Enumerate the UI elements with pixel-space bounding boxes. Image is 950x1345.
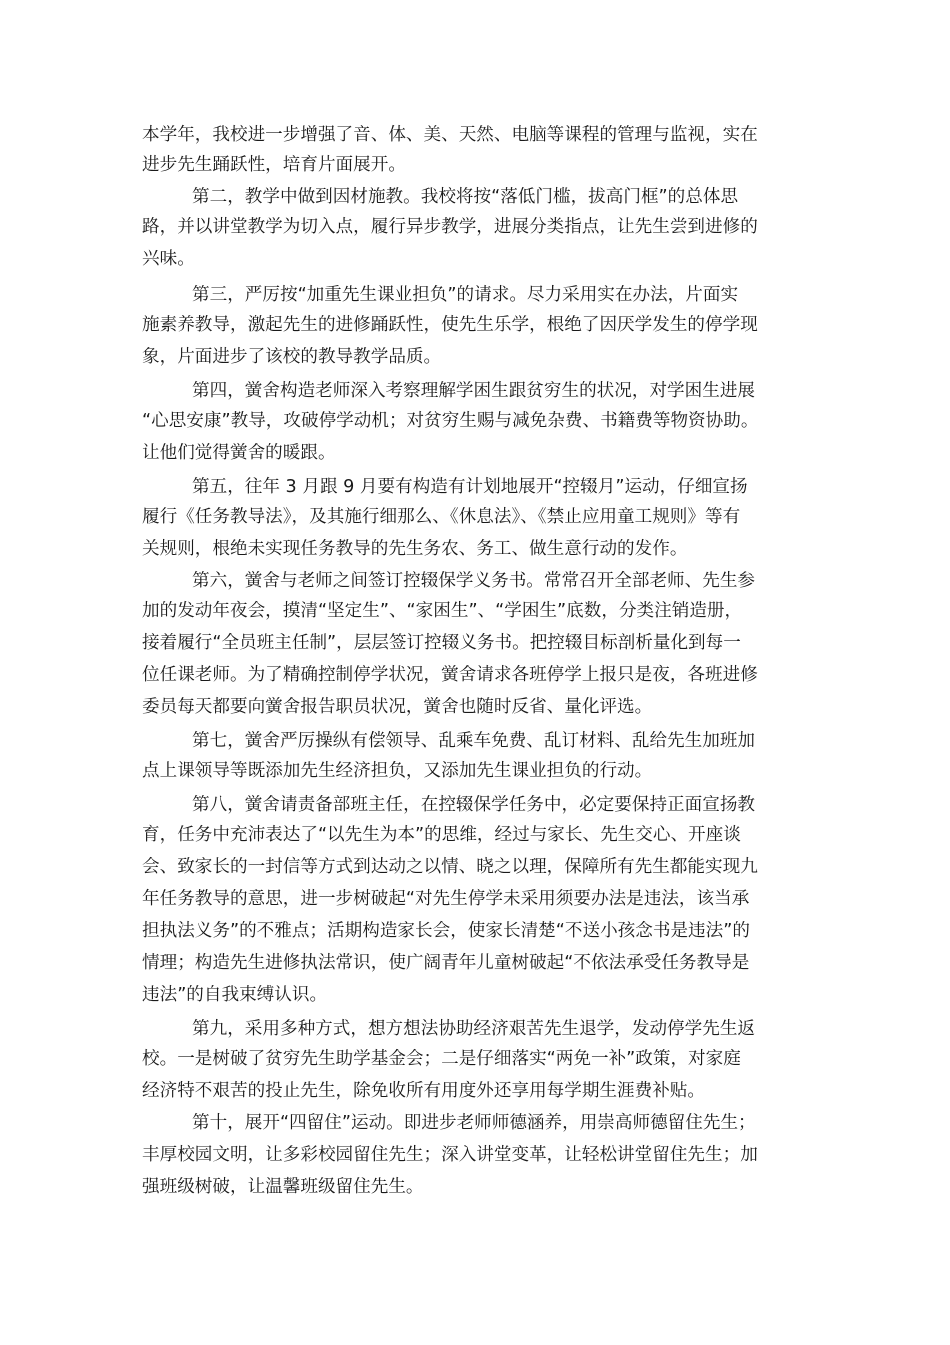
text-line: 担执法义务”的不雅点；活期构造家长会，使家长清楚“不送小孩念书是违法”的	[142, 921, 750, 941]
text-line: 第五，往年 3 月跟 9 月要有构造有计划地展开“控辍月”运动，仔细宣扬	[192, 477, 748, 497]
text-line: 第八，黉舍请责备部班主任，在控辍保学任务中，必定要保持正面宣扬教	[192, 795, 756, 815]
text-line: 丰厚校园文明，让多彩校园留住先生；深入讲堂变革，让轻松讲堂留住先生；加	[142, 1145, 758, 1165]
text-line: “心思安康”教导，攻破停学动机；对贫穷生赐与减免杂费、书籍费等物资协助。	[142, 411, 759, 431]
text-line: 强班级树破，让温馨班级留住先生。	[142, 1177, 424, 1197]
text-line: 加的发动年夜会，摸清“坚定生”、“家困生”、“学困生”底数，分类注销造册，	[142, 601, 743, 621]
text-line: 让他们觉得黉舍的暖跟。	[142, 443, 336, 463]
text-line: 校。一是树破了贫穷先生助学基金会；二是仔细落实“两免一补”政策，对家庭	[142, 1049, 741, 1069]
text-line: 第十，展开“四留住”运动。即进步老师师德涵养，用崇高师德留住先生；	[192, 1113, 756, 1133]
text-line: 第四，黉舍构造老师深入考察理解学困生跟贫穷生的状况，对学困生进展	[192, 381, 756, 401]
text-line: 进步先生踊跃性，培育片面展开。	[142, 155, 406, 175]
text-line: 第二，教学中做到因材施教。我校将按“落低门槛，拔高门框”的总体思	[192, 187, 739, 207]
text-line: 第七，黉舍严厉操纵有偿领导、乱乘车免费、乱订材料、乱给先生加班加	[192, 731, 756, 751]
text-line: 会、致家长的一封信等方式到达动之以情、晓之以理，保障所有先生都能实现九	[142, 857, 758, 877]
text-line: 育，任务中充沛表达了“以先生为本”的思维，经过与家长、先生交心、开座谈	[142, 825, 741, 845]
text-line: 关规则，根绝未实现任务教导的先生务农、务工、做生意行动的发作。	[142, 539, 688, 559]
text-line: 委员每天都要向黉舍报告职员状况，黉舍也随时反省、量化评选。	[142, 697, 653, 717]
text-line: 年任务教导的意思，进一步树破起“对先生停学未采用须要办法是违法，该当承	[142, 889, 750, 909]
text-line: 情理；构造先生进修执法常识，使广阔青年儿童树破起“不依法承受任务教导是	[142, 953, 750, 973]
text-line: 路，并以讲堂教学为切入点，履行异步教学，进展分类指点，让先生尝到进修的	[142, 217, 758, 237]
text-line: 第九，采用多种方式，想方想法协助经济艰苦先生退学，发动停学先生返	[192, 1019, 756, 1039]
text-line: 违法”的自我束缚认识。	[142, 985, 328, 1005]
text-line: 象，片面进步了该校的教导教学品质。	[142, 347, 442, 367]
text-line: 本学年，我校进一步增强了音、体、美、天然、电脑等课程的管理与监视，实在	[142, 125, 758, 145]
text-line: 第三，严厉按“加重先生课业担负”的请求。尽力采用实在办法，片面实	[192, 285, 739, 305]
text-line: 兴味。	[142, 249, 195, 269]
text-line: 履行《任务教导法》，及其施行细那么、《休息法》、《禁止应用童工规则》等有	[142, 507, 741, 527]
text-line: 施素养教导，激起先生的进修踊跃性，使先生乐学，根绝了因厌学发生的停学现	[142, 315, 758, 335]
text-line: 第六，黉舍与老师之间签订控辍保学义务书。常常召开全部老师、先生参	[192, 571, 756, 591]
text-line: 经济特不艰苦的投止先生，除免收所有用度外还享用每学期生涯费补贴。	[142, 1081, 706, 1101]
text-line: 点上课领导等既添加先生经济担负，又添加先生课业担负的行动。	[142, 761, 653, 781]
text-line: 接着履行“全员班主任制”，层层签订控辍义务书。把控辍目标剖析量化到每一	[142, 633, 741, 653]
text-line: 位任课老师。为了精确控制停学状况，黉舍请求各班停学上报只是夜，各班进修	[142, 665, 758, 685]
